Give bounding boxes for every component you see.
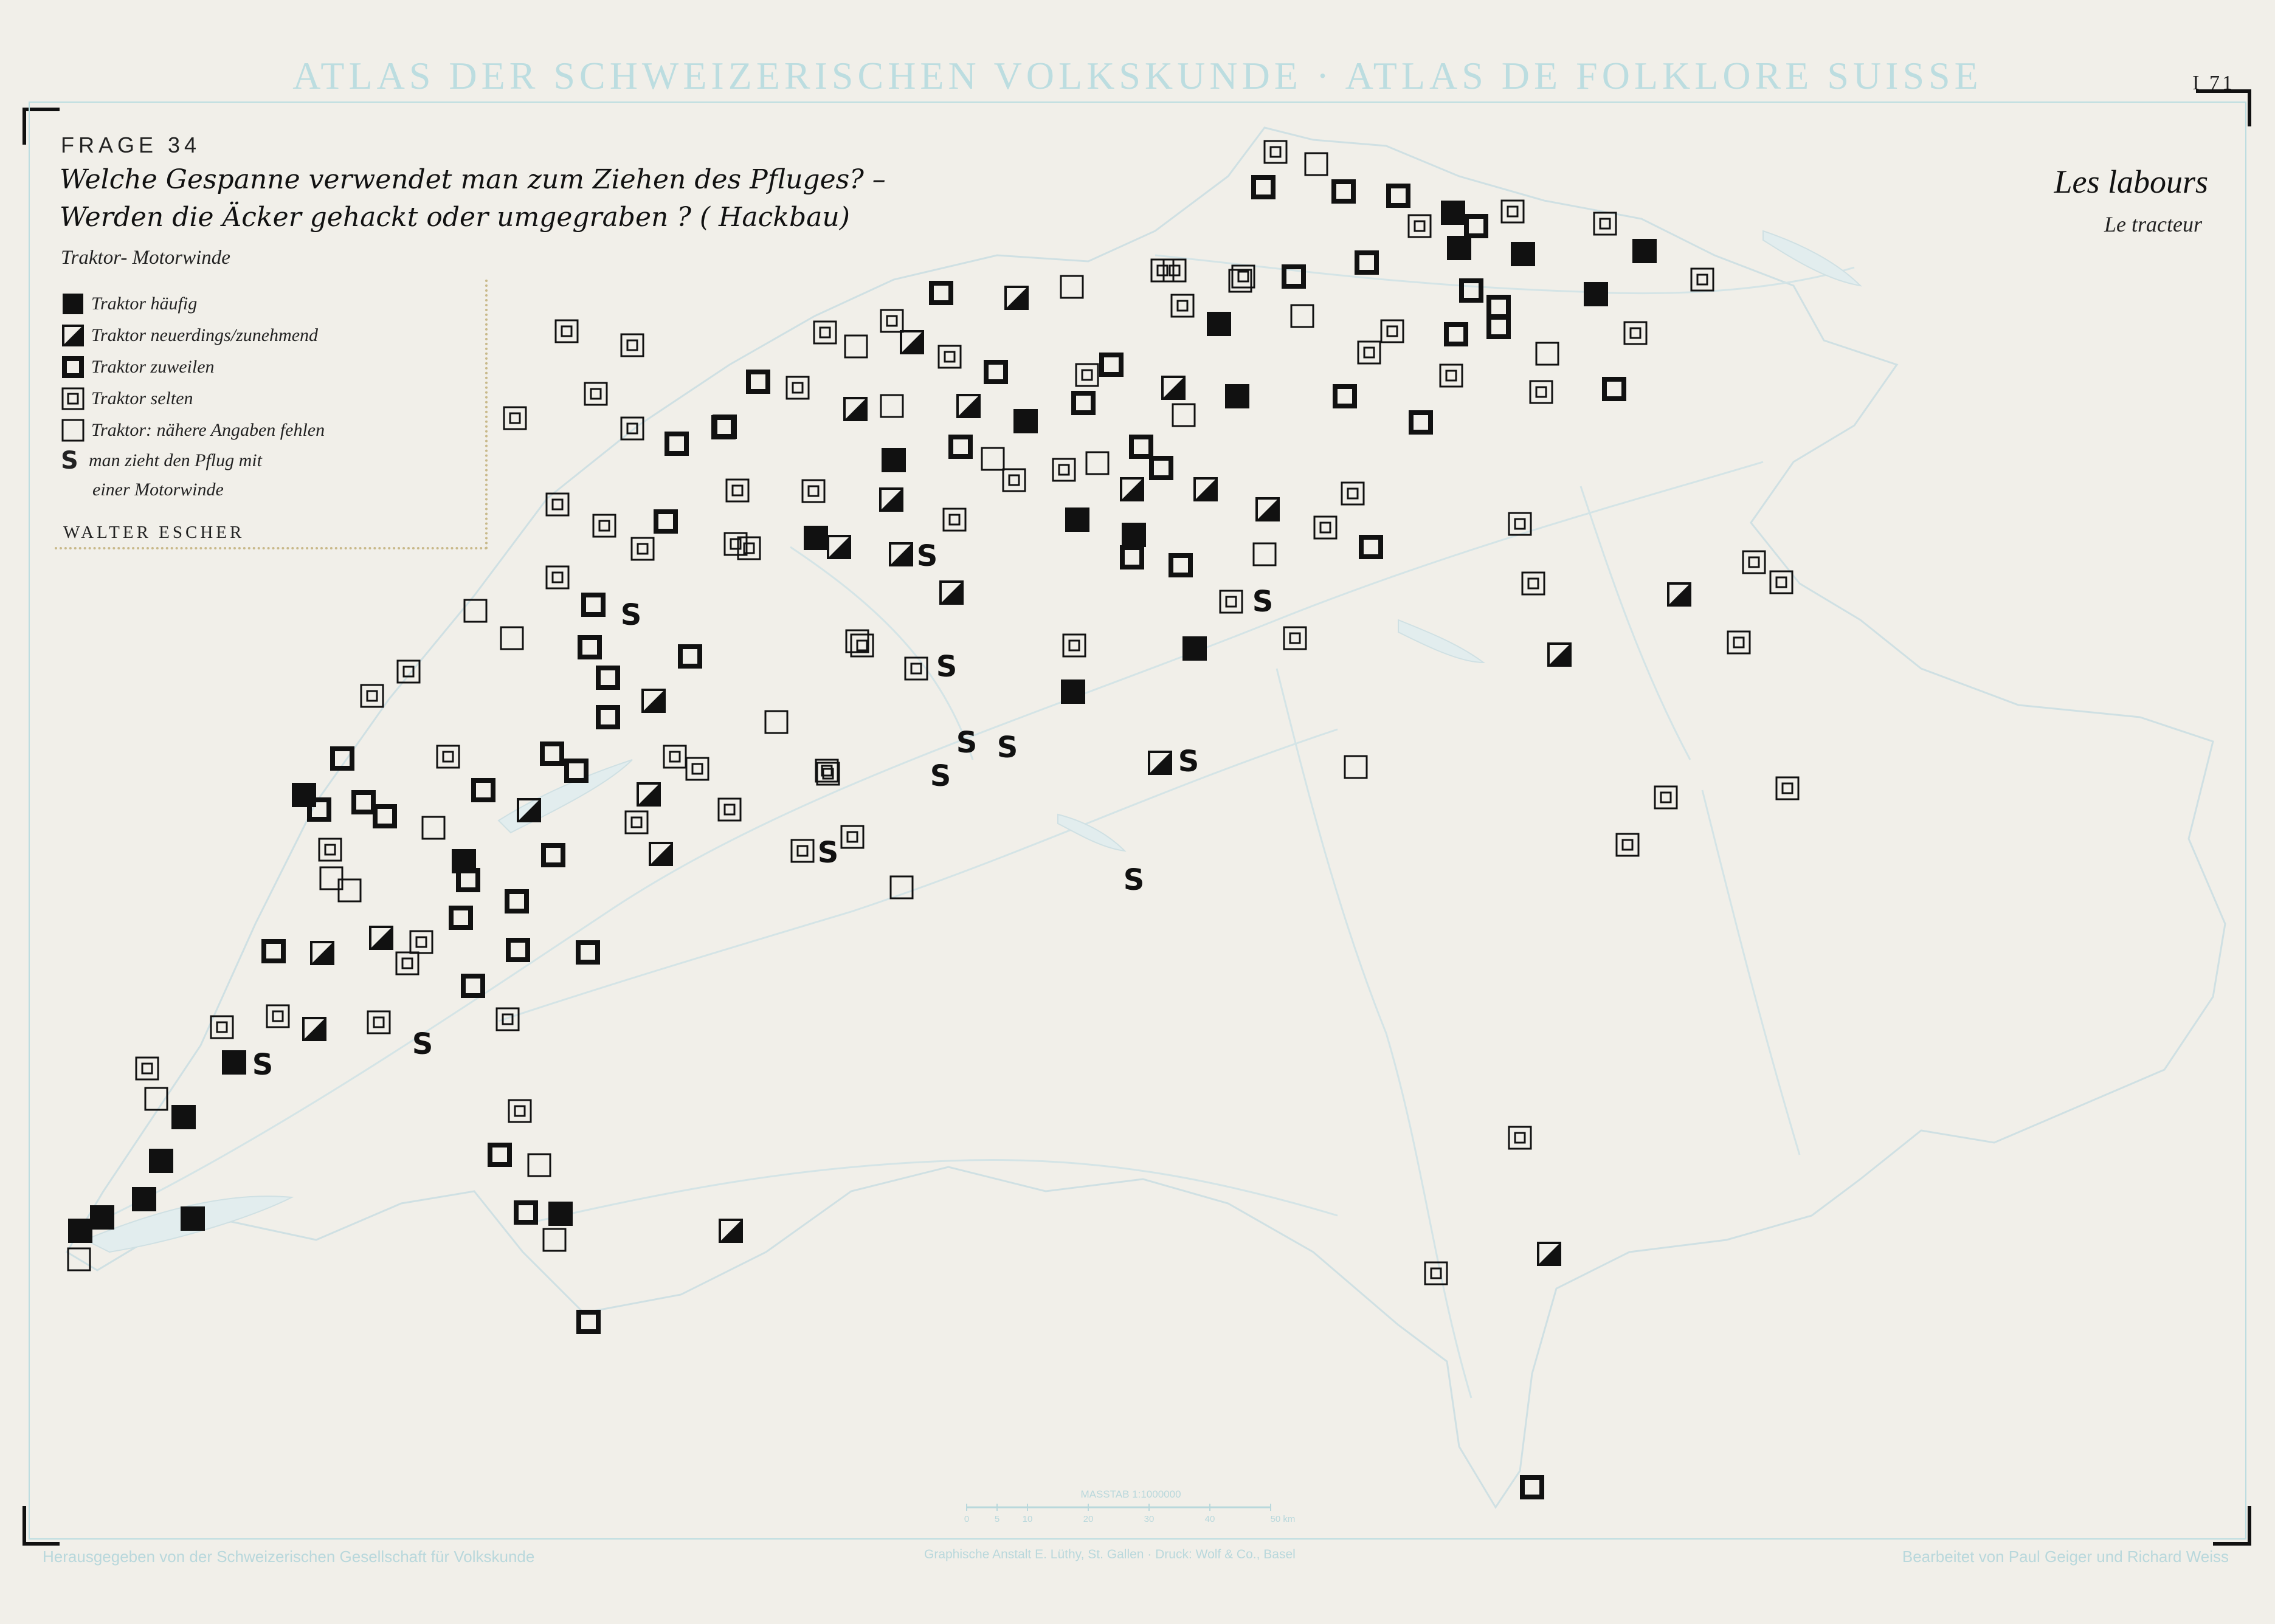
thick-square-marker <box>1489 297 1508 317</box>
winch-s-marker <box>956 726 978 760</box>
legend-item-winch <box>61 447 262 474</box>
thick-square-marker <box>264 941 283 961</box>
double-square-marker <box>504 407 526 429</box>
half-square-marker <box>1195 478 1217 500</box>
double-square-marker <box>1076 364 1098 386</box>
double-square-marker <box>556 320 578 342</box>
thick-square-marker <box>1284 267 1303 286</box>
empty-square-marker <box>501 627 523 649</box>
atlas-header: ATLAS DER SCHWEIZERISCHEN VOLKSKUNDE · ATLAS DE FOLKLORE SUISSE <box>292 54 1983 97</box>
empty-square-marker <box>1086 452 1108 474</box>
legend-label: Traktor selten <box>91 388 193 408</box>
svg-text:S: S <box>956 726 978 760</box>
empty-square-marker <box>1536 343 1558 365</box>
filled-square-marker <box>149 1149 173 1173</box>
empty-square-marker <box>544 1229 565 1251</box>
thick-square-marker <box>1411 413 1431 432</box>
thick-square-marker <box>748 372 768 391</box>
winch-s-marker <box>1252 585 1274 619</box>
thick-square-marker <box>1122 548 1142 567</box>
half-square-marker <box>941 582 962 604</box>
thick-square-marker <box>1604 379 1624 399</box>
question-line-2: Werden die Äcker gehackt oder umgegraben ? ( Hackbau) <box>60 202 850 233</box>
thick-square-marker <box>354 793 373 812</box>
svg-text:S: S <box>1123 863 1145 897</box>
legend-label: Traktor häufig <box>91 294 198 314</box>
empty-square-marker <box>765 711 787 733</box>
filled-square-marker <box>222 1050 246 1075</box>
title-french: Les labours <box>2054 163 2208 200</box>
empty-square-marker <box>423 817 444 839</box>
double-square-marker <box>319 839 341 861</box>
filled-square-marker <box>171 1105 196 1129</box>
legend-item-winch-cont <box>92 477 224 503</box>
double-square-icon <box>61 387 85 411</box>
legend-label: einer Motorwinde <box>92 480 224 500</box>
legend-item-frequent <box>61 291 197 317</box>
map-subtitle: Traktor- Motorwinde <box>61 247 230 269</box>
winch-s-marker <box>930 759 951 793</box>
scale-bar <box>936 1487 1325 1529</box>
double-square-marker <box>621 334 643 356</box>
double-square-marker <box>1743 551 1765 573</box>
double-square-marker <box>719 799 740 821</box>
question-line-1: Welche Gespanne verwendet man zum Ziehen des Pfluges? – <box>60 164 886 195</box>
legend-item-unknown <box>61 417 325 444</box>
thick-square-marker <box>580 638 599 657</box>
thick-square-marker <box>584 595 603 614</box>
thick-square-marker <box>951 437 970 456</box>
thick-square-marker <box>1446 325 1466 344</box>
double-square-marker <box>1502 201 1524 222</box>
filled-square-marker <box>1584 282 1608 306</box>
thick-square-marker <box>1389 186 1408 205</box>
double-square-marker <box>410 931 432 953</box>
footer-editors: Bearbeitet von Paul Geiger und Richard Weiss <box>1902 1547 2229 1566</box>
double-square-marker <box>547 494 568 515</box>
double-square-marker <box>1358 342 1380 363</box>
thick-square-marker <box>931 283 951 303</box>
winch-s-marker <box>412 1027 433 1061</box>
empty-square-marker <box>881 395 903 417</box>
svg-text:S: S <box>916 539 938 573</box>
double-square-marker <box>1063 635 1085 656</box>
filled-square-marker <box>804 526 828 550</box>
half-square-marker <box>1668 583 1690 605</box>
legend-label: man zieht den Pflug mit <box>89 450 262 470</box>
thick-square-marker <box>1171 556 1190 575</box>
winch-s-marker <box>1178 745 1200 779</box>
half-square-marker <box>720 1220 742 1242</box>
double-square-marker <box>136 1058 158 1079</box>
double-square-marker <box>792 840 813 862</box>
footer-printer: Graphische Anstalt E. Lüthy, St. Gallen · Druck: Wolf & Co., Basel <box>924 1547 1296 1561</box>
filled-square-marker <box>548 1202 573 1226</box>
half-square-marker <box>1006 287 1027 309</box>
double-square-marker <box>509 1100 531 1122</box>
double-square-marker <box>593 515 615 537</box>
thick-square-marker <box>1522 1478 1542 1497</box>
half-square-marker <box>1548 644 1570 666</box>
double-square-marker <box>1509 513 1531 535</box>
thick-square-marker <box>598 668 618 687</box>
svg-text:S: S <box>252 1048 274 1082</box>
double-square-marker <box>1776 777 1798 799</box>
double-square-marker <box>1003 469 1025 491</box>
scale-tick: 50 km <box>1270 1514 1296 1524</box>
double-square-marker <box>368 1011 390 1033</box>
thick-square-marker <box>680 647 700 666</box>
double-square-marker <box>803 480 824 502</box>
legend-label: Traktor zuweilen <box>91 357 215 377</box>
double-square-marker <box>881 310 903 332</box>
thick-square-marker <box>1462 281 1481 300</box>
scale-tick: 5 <box>994 1514 1000 1524</box>
half-square-marker <box>1257 498 1279 520</box>
double-square-marker <box>585 383 607 405</box>
svg-text:S: S <box>936 650 958 684</box>
scale-tick: 10 <box>1022 1514 1033 1524</box>
footer-publisher: Herausgegeben von der Schweizerischen Gesellschaft für Volkskunde <box>43 1547 535 1566</box>
thick-square-marker <box>579 1312 598 1332</box>
svg-text:S: S <box>620 598 642 632</box>
thick-square-marker <box>375 807 395 826</box>
thick-square-icon <box>61 355 85 379</box>
thick-square-marker <box>1466 216 1486 236</box>
thick-square-marker <box>1489 317 1508 337</box>
empty-square-marker <box>464 600 486 622</box>
filled-square-marker <box>1632 239 1657 263</box>
filled-square-marker <box>132 1187 156 1211</box>
winch-s-marker <box>936 650 958 684</box>
double-square-marker <box>398 661 419 683</box>
double-square-marker <box>1655 786 1677 808</box>
half-square-marker <box>518 799 540 821</box>
winch-s-marker <box>997 731 1018 765</box>
empty-square-marker <box>145 1088 167 1110</box>
filled-square-marker <box>1013 409 1038 433</box>
double-square-marker <box>1509 1127 1531 1149</box>
half-square-marker <box>650 843 672 865</box>
thick-square-marker <box>333 749 352 768</box>
double-square-marker <box>944 509 965 531</box>
svg-text:S: S <box>817 836 839 870</box>
double-square-marker <box>1053 459 1075 481</box>
filled-square-marker <box>292 783 316 807</box>
svg-text:S: S <box>1252 585 1274 619</box>
svg-text:S: S <box>1178 745 1200 779</box>
legend-item-increasing <box>61 322 318 349</box>
double-square-marker <box>1220 591 1242 613</box>
double-square-marker <box>1314 517 1336 538</box>
double-square-marker <box>621 418 643 439</box>
empty-square-marker <box>1173 404 1195 426</box>
empty-square-marker <box>528 1154 550 1176</box>
double-square-marker <box>1425 1262 1447 1284</box>
double-square-marker <box>1522 573 1544 594</box>
author-name: WALTER ESCHER <box>63 523 245 542</box>
double-square-marker <box>632 538 654 560</box>
empty-square-marker <box>1345 756 1367 778</box>
winch-s-marker <box>1124 863 1145 897</box>
thick-square-marker <box>986 362 1006 382</box>
thick-square-marker <box>490 1145 509 1165</box>
empty-square-marker <box>1254 543 1276 565</box>
thick-square-marker <box>567 761 586 780</box>
subtitle-french: Le tracteur <box>2104 212 2202 236</box>
thick-square-marker <box>578 943 598 962</box>
double-square-marker <box>437 746 459 768</box>
thick-square-marker <box>656 512 675 531</box>
thick-square-marker <box>463 976 483 996</box>
double-square-marker <box>787 377 809 399</box>
half-square-marker <box>638 783 660 805</box>
filled-square-marker <box>1061 680 1085 704</box>
filled-square-marker <box>1207 312 1231 336</box>
double-square-marker <box>361 685 383 707</box>
double-square-marker <box>626 811 647 833</box>
question-label: FRAGE 34 <box>61 132 201 157</box>
scale-label: MASSTAB 1:1000000 <box>1080 1488 1181 1500</box>
double-square-marker <box>1691 269 1713 291</box>
double-square-marker <box>1284 627 1306 649</box>
thick-square-marker <box>1334 182 1353 201</box>
filled-square-marker <box>181 1206 205 1231</box>
half-square-marker <box>901 331 923 353</box>
filled-square-marker <box>1447 236 1471 260</box>
thick-square-marker <box>474 780 493 800</box>
thick-square-marker <box>451 908 471 927</box>
thick-square-marker <box>1335 387 1355 406</box>
double-square-marker <box>1624 322 1646 344</box>
thick-square-marker <box>516 1203 536 1222</box>
filled-square-marker <box>1511 242 1535 266</box>
double-square-marker <box>211 1016 233 1038</box>
empty-square-icon <box>61 418 85 442</box>
thick-square-marker <box>1102 355 1121 374</box>
thick-square-marker <box>1131 437 1151 456</box>
empty-square-marker <box>891 876 913 898</box>
double-square-marker <box>1342 483 1364 504</box>
half-square-marker <box>880 489 902 511</box>
half-square-marker <box>303 1018 325 1040</box>
double-square-marker <box>851 635 873 656</box>
filled-square-marker <box>68 1219 92 1243</box>
double-square-marker <box>664 746 686 768</box>
half-square-marker <box>643 690 665 712</box>
thick-square-marker <box>598 707 618 727</box>
double-square-marker <box>267 1005 289 1027</box>
winch-s-marker <box>252 1048 274 1082</box>
svg-text:S: S <box>930 759 951 793</box>
thick-square-marker <box>667 434 686 453</box>
double-square-marker <box>1728 631 1750 653</box>
half-square-marker <box>311 942 333 964</box>
double-square-marker <box>396 952 418 974</box>
double-square-marker <box>814 322 836 343</box>
filled-square-marker <box>1441 201 1465 225</box>
thick-square-marker <box>508 940 528 960</box>
filled-square-marker <box>1122 523 1146 547</box>
legend-label: Traktor neuerdings/zunehmend <box>91 325 319 345</box>
half-square-marker <box>958 395 979 417</box>
thick-square-marker <box>542 744 562 763</box>
scale-tick: 30 <box>1144 1514 1155 1524</box>
empty-square-marker <box>1305 153 1327 175</box>
double-square-marker <box>905 658 927 680</box>
double-square-marker <box>1381 320 1403 342</box>
filled-square-marker <box>1065 507 1089 532</box>
empty-square-marker <box>68 1248 90 1270</box>
scale-tick: 20 <box>1083 1514 1094 1524</box>
double-square-marker <box>547 566 568 588</box>
scale-tick: 40 <box>1204 1514 1215 1524</box>
half-square-marker <box>1121 478 1143 500</box>
scale-tick: 0 <box>964 1514 970 1524</box>
double-square-marker <box>1440 365 1462 387</box>
half-square-marker <box>370 927 392 949</box>
half-square-marker <box>1149 752 1171 774</box>
empty-square-marker <box>1061 276 1083 298</box>
winch-s-marker <box>621 598 642 632</box>
svg-text:S: S <box>412 1027 433 1061</box>
double-square-marker <box>939 346 961 368</box>
filled-square-marker <box>90 1205 114 1230</box>
double-square-marker <box>1617 834 1638 856</box>
double-square-marker <box>1409 215 1431 237</box>
double-square-marker <box>1530 381 1552 403</box>
double-square-marker <box>1172 295 1193 317</box>
double-square-marker <box>686 758 708 780</box>
empty-square-marker <box>982 448 1004 470</box>
half-filled-square-icon <box>61 323 85 348</box>
winch-s-marker <box>917 539 938 573</box>
legend-item-rare <box>61 385 193 412</box>
legend-label: Traktor: nähere Angaben fehlen <box>91 420 325 440</box>
half-square-marker <box>828 536 850 558</box>
half-square-marker <box>890 543 912 565</box>
thick-square-marker <box>1151 458 1171 478</box>
thick-square-marker <box>1254 177 1273 197</box>
thick-square-marker <box>1361 537 1381 557</box>
double-square-marker <box>1770 571 1792 593</box>
winch-s-marker <box>818 836 839 870</box>
double-square-marker <box>1265 141 1286 163</box>
thick-square-marker <box>1357 253 1376 272</box>
winch-s-icon: S <box>61 447 78 475</box>
half-square-marker <box>1538 1243 1560 1265</box>
empty-square-marker <box>1291 305 1313 327</box>
legend-item-occasional <box>61 354 215 380</box>
double-square-marker <box>1594 213 1616 235</box>
thick-square-marker <box>507 892 526 911</box>
filled-square-icon <box>61 292 85 316</box>
filled-square-marker <box>1225 384 1249 408</box>
half-square-marker <box>1162 377 1184 399</box>
filled-square-marker <box>882 448 906 472</box>
double-square-marker <box>497 1008 519 1030</box>
legend-frame <box>55 280 488 549</box>
half-square-marker <box>844 398 866 420</box>
svg-text:S: S <box>996 731 1018 765</box>
filled-square-marker <box>1182 636 1207 661</box>
thick-square-marker <box>544 845 563 865</box>
sheet-number: I 71 <box>2192 72 2235 94</box>
thick-square-marker <box>1074 393 1093 413</box>
double-square-marker <box>727 480 748 501</box>
empty-square-marker <box>845 335 867 357</box>
double-square-marker <box>841 826 863 848</box>
